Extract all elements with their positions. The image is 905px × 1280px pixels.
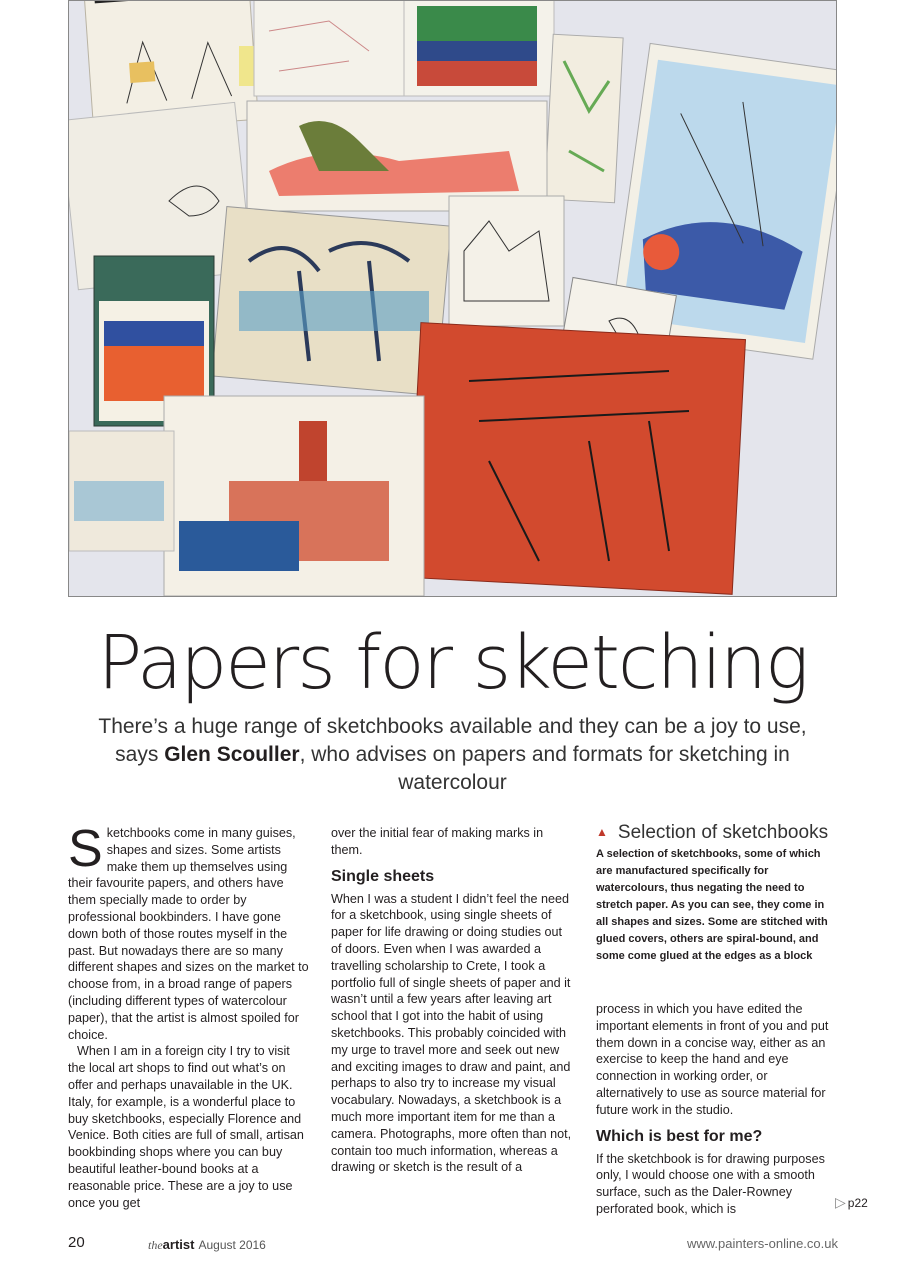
column-3: [596, 822, 838, 1218]
continue-arrow-icon: ▷: [835, 1194, 846, 1210]
logo-the: the: [148, 1238, 163, 1252]
page-footer: [68, 1234, 838, 1254]
headline: Papers for sketching: [97, 620, 808, 706]
author-name: Glen Scouller: [164, 743, 300, 766]
intro-text: ketchbooks come in many guises, shapes and sizes. Some artists make them up themselves using their favourite papers, and others have them specially made to order by professional bookbinders. I have gone down both of those routes myself in the past. But nowadays there are so many different shapes and sizes on the market to choose from, in a broad range of papers (including different types of watercolour paper), that the artist is almost spoiled for choice.: [68, 826, 309, 1042]
standfirst-text-1: There’s a huge range of sketchbooks available and they can be a joy to use, says: [98, 715, 807, 766]
paragraph: process in which you have edited the important elements in front of you and put them down in a concise way, either as an exercise to keep the hand and eye connection in working order, or alternatively to use as source material for future work in the studio.: [596, 1002, 829, 1117]
sketchbooks-photo: [68, 0, 837, 597]
subheading-which-is-best: Which is best for me?: [596, 1127, 763, 1145]
column-2: [331, 825, 574, 1176]
paragraph: When I am in a foreign city I try to visit the local art shops to find out what’s on offer and perhaps unavailable in the UK. Italy, for example, is a wonderful place to buy sketchbooks, especially Florence and Venice. Both cities are full of small, artisan bookbinding shops where you can buy beautiful leather-bound books at a reasonable price. These are a joy to use once you get: [68, 1044, 304, 1210]
magazine-issue: [148, 1237, 266, 1253]
paragraph: If the sketchbook is for drawing purposes only, I would choose one with a smooth surface, such as the Daler-Rowney perforated book, which is: [596, 1151, 825, 1216]
paragraph: over the initial fear of making marks in them.: [331, 826, 544, 857]
continued-link[interactable]: [835, 1194, 868, 1211]
intro-paragraph: [68, 820, 310, 1043]
caption-title-text: Selection of sketchbooks: [617, 822, 829, 843]
standfirst: [90, 713, 815, 797]
caption-text: A selection of sketchbooks, some of which are manufactured specifically for watercolours, thus negating the need to stretch paper. As you can see, they come in all shapes and sizes. Some are stitched with glued covers, others are spiral-bound, and some come glued at the edges as a block: [596, 848, 828, 962]
logo-artist: artist: [162, 1237, 195, 1252]
page-number: 20: [68, 1234, 85, 1251]
subheading-single-sheets: Single sheets: [331, 867, 435, 885]
standfirst-text-2: , who advises on papers and formats for sketching in watercolour: [299, 743, 790, 794]
caption-title: [596, 821, 838, 844]
caption-triangle-icon: ▲: [596, 825, 608, 839]
issue-date: August 2016: [198, 1238, 266, 1252]
drop-cap: S: [68, 820, 103, 878]
column-1: [68, 820, 310, 1211]
continued-page: p22: [847, 1196, 868, 1210]
paragraph: When I was a student I didn’t feel the need for a sketchbook, using single sheets of paper for life drawing or doing studies out of doors. Even when I was awarded a travelling scholarship to Crete, I took a portfolio full of single sheets of paper and it wasn’t until a few years after leaving art school that I got into the habit of using sketchbooks. This probably coincided with my urge to travel more and seek out new and exciting images to draw and paint, and perhaps to also try to increase my visual vocabulary. Nowadays, a sketchbook is a much more important item for me than a camera. Photographs, more often than not, contain too much information, whereas a drawing or sketch is the result of a: [331, 891, 572, 1175]
website-url[interactable]: www.painters-online.co.uk: [686, 1236, 838, 1251]
